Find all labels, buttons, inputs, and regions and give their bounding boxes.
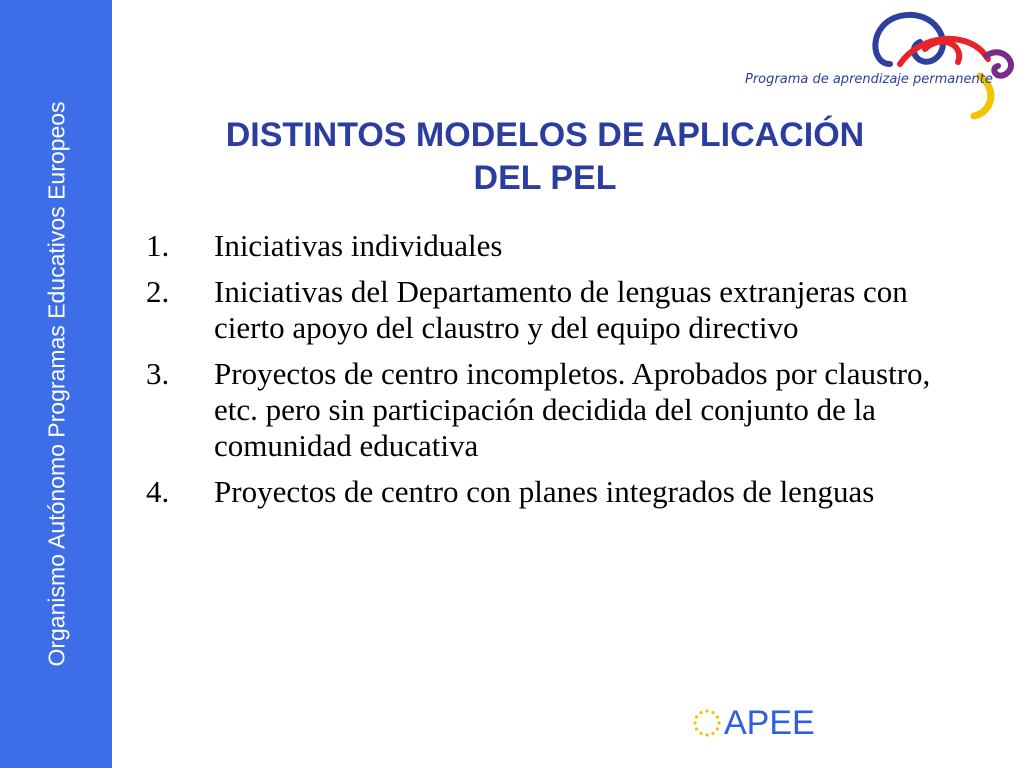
- list-item-number: 3.: [146, 356, 170, 391]
- sidebar-organization-name: Organismo Autónomo Programas Educativos Europeos: [43, 101, 70, 667]
- list-item-number: 2.: [146, 274, 170, 309]
- list-item: [146, 356, 946, 464]
- list-item-number: 4.: [146, 474, 170, 509]
- slide-title-line-1: DISTINTOS MODELOS DE APLICACIÓN: [225, 116, 865, 154]
- star-circle-icon: [692, 708, 722, 738]
- sidebar: [0, 0, 112, 768]
- spiral-logo-icon: [740, 4, 1024, 122]
- slide-title-line-2: DEL PEL: [473, 159, 617, 197]
- list-item: [146, 274, 946, 346]
- list-item-text: Iniciativas del Departamento de lenguas extranjeras con cierto apoyo del claustro y del equipo directivo: [214, 274, 908, 345]
- list-item-text: Proyectos de centro con planes integrados de lenguas: [214, 474, 875, 509]
- logo-caption: Programa de aprendizaje permanente: [745, 72, 993, 87]
- list-item-text: Proyectos de centro incompletos. Aprobados por claustro, etc. pero sin participación decidida del conjunto de la comunidad educativa: [214, 356, 931, 463]
- numbered-list: [146, 228, 946, 520]
- slide-title: [150, 114, 940, 200]
- list-item: [146, 228, 946, 264]
- footer-organization-acronym: APEE: [724, 703, 815, 742]
- list-item-text: Iniciativas individuales: [214, 228, 503, 263]
- list-item: [146, 474, 946, 510]
- footer-logo: [692, 703, 815, 743]
- list-item-number: 1.: [146, 228, 170, 263]
